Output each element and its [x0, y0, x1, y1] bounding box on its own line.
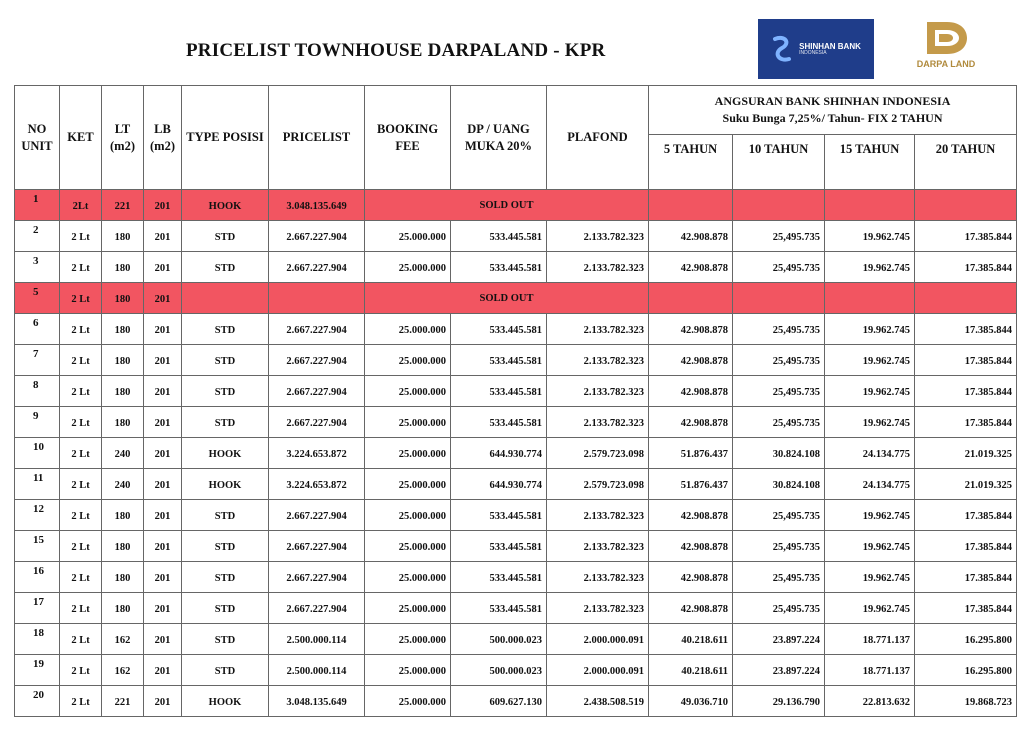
- cell-ket: 2 Lt: [60, 531, 102, 562]
- cell-no-unit: 19: [15, 655, 60, 686]
- cell-type-posisi: HOOK: [182, 686, 269, 717]
- cell-pricelist: [269, 283, 365, 314]
- cell-lt: 180: [102, 562, 144, 593]
- cell-plafond: 2.133.782.323: [547, 314, 649, 345]
- cell-no-unit: 6: [15, 314, 60, 345]
- cell-5-tahun: 51.876.437: [649, 438, 733, 469]
- cell-dp: 644.930.774: [451, 469, 547, 500]
- cell-type-posisi: STD: [182, 562, 269, 593]
- cell-ket: 2 Lt: [60, 407, 102, 438]
- cell-lt: 162: [102, 624, 144, 655]
- cell-type-posisi: STD: [182, 407, 269, 438]
- cell-20-tahun: 16.295.800: [915, 624, 1017, 655]
- cell-10-tahun: 25,495.735: [733, 345, 825, 376]
- cell-15-tahun: 19.962.745: [825, 407, 915, 438]
- table-row: [15, 469, 1017, 500]
- table-row: [15, 531, 1017, 562]
- cell-no-unit: 12: [15, 500, 60, 531]
- cell-10-tahun: 25,495.735: [733, 252, 825, 283]
- cell-no-unit: 17: [15, 593, 60, 624]
- cell-20-tahun: 17.385.844: [915, 562, 1017, 593]
- cell-5-tahun: 42.908.878: [649, 314, 733, 345]
- cell-plafond: 2.133.782.323: [547, 345, 649, 376]
- cell-lb: 201: [144, 593, 182, 624]
- cell-plafond: 2.438.508.519: [547, 686, 649, 717]
- cell-lb: 201: [144, 376, 182, 407]
- cell-5-tahun: 42.908.878: [649, 252, 733, 283]
- cell-5-tahun: 42.908.878: [649, 531, 733, 562]
- cell-20-tahun: 21.019.325: [915, 438, 1017, 469]
- cell-plafond: 2.000.000.091: [547, 655, 649, 686]
- cell-lt: 221: [102, 686, 144, 717]
- cell-plafond: 2.579.723.098: [547, 469, 649, 500]
- cell-plafond: 2.000.000.091: [547, 624, 649, 655]
- cell-15-tahun: 19.962.745: [825, 376, 915, 407]
- cell-20-tahun: 21.019.325: [915, 469, 1017, 500]
- cell-no-unit: 8: [15, 376, 60, 407]
- col-header-type-posisi: TYPE POSISI: [182, 86, 269, 190]
- cell-20-tahun: 17.385.844: [915, 252, 1017, 283]
- cell-lt: 180: [102, 376, 144, 407]
- cell-10-tahun: 25,495.735: [733, 593, 825, 624]
- cell-15-tahun: 24.134.775: [825, 438, 915, 469]
- cell-lt: 180: [102, 221, 144, 252]
- cell-10-tahun: 30.824.108: [733, 469, 825, 500]
- col-header-pricelist: PRICELIST: [269, 86, 365, 190]
- cell-type-posisi: [182, 283, 269, 314]
- cell-booking-fee: 25.000.000: [365, 376, 451, 407]
- cell-lb: 201: [144, 314, 182, 345]
- cell-ket: 2 Lt: [60, 314, 102, 345]
- cell-pricelist: 2.667.227.904: [269, 314, 365, 345]
- cell-pricelist: 2.667.227.904: [269, 345, 365, 376]
- cell-5-tahun: 42.908.878: [649, 407, 733, 438]
- cell-ket: 2 Lt: [60, 655, 102, 686]
- cell-ket: 2 Lt: [60, 252, 102, 283]
- cell-booking-fee: 25.000.000: [365, 500, 451, 531]
- cell-dp: 609.627.130: [451, 686, 547, 717]
- cell-no-unit: 9: [15, 407, 60, 438]
- cell-15-tahun: 18.771.137: [825, 655, 915, 686]
- cell-10-tahun: 25,495.735: [733, 314, 825, 345]
- cell-20-tahun: 17.385.844: [915, 314, 1017, 345]
- cell-lt: 180: [102, 500, 144, 531]
- cell-ket: 2 Lt: [60, 221, 102, 252]
- cell-20-tahun: 17.385.844: [915, 345, 1017, 376]
- cell-type-posisi: STD: [182, 624, 269, 655]
- cell-5-tahun: 42.908.878: [649, 593, 733, 624]
- cell-no-unit: 1: [15, 190, 60, 221]
- cell-empty: [825, 283, 915, 314]
- table-row: [15, 562, 1017, 593]
- cell-no-unit: 16: [15, 562, 60, 593]
- cell-no-unit: 20: [15, 686, 60, 717]
- cell-lb: 201: [144, 624, 182, 655]
- cell-plafond: 2.133.782.323: [547, 531, 649, 562]
- cell-no-unit: 11: [15, 469, 60, 500]
- cell-lb: 201: [144, 407, 182, 438]
- darpaland-logo: [906, 16, 986, 76]
- cell-lb: 201: [144, 500, 182, 531]
- cell-plafond: 2.133.782.323: [547, 221, 649, 252]
- cell-ket: 2 Lt: [60, 376, 102, 407]
- cell-booking-fee: 25.000.000: [365, 624, 451, 655]
- cell-ket: 2 Lt: [60, 593, 102, 624]
- cell-lb: 201: [144, 655, 182, 686]
- angsuran-subtitle: Suku Bunga 7,25%/ Tahun- FIX 2 TAHUN: [722, 111, 943, 125]
- col-header-10-tahun: 10 TAHUN: [733, 135, 825, 190]
- cell-type-posisi: STD: [182, 593, 269, 624]
- cell-empty: [915, 190, 1017, 221]
- col-header-plafond: PLAFOND: [547, 86, 649, 190]
- sold-out-label: SOLD OUT: [365, 190, 649, 221]
- cell-pricelist: 2.667.227.904: [269, 531, 365, 562]
- cell-empty: [733, 283, 825, 314]
- cell-lt: 180: [102, 345, 144, 376]
- cell-plafond: 2.133.782.323: [547, 500, 649, 531]
- col-header-20-tahun: 20 TAHUN: [915, 135, 1017, 190]
- cell-5-tahun: 42.908.878: [649, 562, 733, 593]
- cell-lb: 201: [144, 345, 182, 376]
- cell-no-unit: 5: [15, 283, 60, 314]
- table-row: [15, 345, 1017, 376]
- cell-10-tahun: 25,495.735: [733, 531, 825, 562]
- cell-15-tahun: 22.813.632: [825, 686, 915, 717]
- cell-lb: 201: [144, 531, 182, 562]
- sold-out-label: SOLD OUT: [365, 283, 649, 314]
- cell-10-tahun: 25,495.735: [733, 376, 825, 407]
- table-row: [15, 376, 1017, 407]
- cell-20-tahun: 19.868.723: [915, 686, 1017, 717]
- table-row-sold: [15, 190, 1017, 221]
- darpaland-logo-icon: [921, 18, 971, 58]
- cell-pricelist: 2.667.227.904: [269, 407, 365, 438]
- col-header-angsuran: [649, 86, 1017, 135]
- cell-booking-fee: 25.000.000: [365, 221, 451, 252]
- table-row: [15, 655, 1017, 686]
- col-header-ket: KET: [60, 86, 102, 190]
- cell-10-tahun: 25,495.735: [733, 407, 825, 438]
- cell-15-tahun: 19.962.745: [825, 252, 915, 283]
- table-row: [15, 624, 1017, 655]
- cell-empty: [915, 283, 1017, 314]
- cell-pricelist: 3.224.653.872: [269, 438, 365, 469]
- cell-lt: 240: [102, 438, 144, 469]
- cell-15-tahun: 19.962.745: [825, 345, 915, 376]
- cell-pricelist: 2.667.227.904: [269, 562, 365, 593]
- cell-pricelist: 3.048.135.649: [269, 686, 365, 717]
- cell-5-tahun: 40.218.611: [649, 624, 733, 655]
- cell-dp: 533.445.581: [451, 407, 547, 438]
- cell-dp: 533.445.581: [451, 562, 547, 593]
- cell-20-tahun: 17.385.844: [915, 593, 1017, 624]
- cell-booking-fee: 25.000.000: [365, 593, 451, 624]
- table-row: [15, 438, 1017, 469]
- col-header-booking-fee: BOOKING FEE: [365, 86, 451, 190]
- cell-booking-fee: 25.000.000: [365, 252, 451, 283]
- cell-type-posisi: STD: [182, 655, 269, 686]
- cell-10-tahun: 30.824.108: [733, 438, 825, 469]
- cell-dp: 500.000.023: [451, 624, 547, 655]
- cell-10-tahun: 25,495.735: [733, 562, 825, 593]
- cell-no-unit: 18: [15, 624, 60, 655]
- cell-plafond: 2.133.782.323: [547, 252, 649, 283]
- cell-dp: 533.445.581: [451, 376, 547, 407]
- cell-15-tahun: 19.962.745: [825, 500, 915, 531]
- table-row: [15, 252, 1017, 283]
- col-header-no-unit: NO UNIT: [15, 86, 60, 190]
- cell-15-tahun: 19.962.745: [825, 314, 915, 345]
- cell-15-tahun: 24.134.775: [825, 469, 915, 500]
- cell-dp: 533.445.581: [451, 531, 547, 562]
- cell-15-tahun: 19.962.745: [825, 531, 915, 562]
- col-header-5-tahun: 5 TAHUN: [649, 135, 733, 190]
- cell-pricelist: 2.667.227.904: [269, 500, 365, 531]
- cell-type-posisi: STD: [182, 376, 269, 407]
- table-row: [15, 500, 1017, 531]
- cell-lt: 180: [102, 593, 144, 624]
- cell-lb: 201: [144, 221, 182, 252]
- cell-no-unit: 2: [15, 221, 60, 252]
- cell-type-posisi: STD: [182, 531, 269, 562]
- cell-no-unit: 10: [15, 438, 60, 469]
- bank-logo-subtext: INDONESIA: [799, 49, 827, 56]
- cell-ket: 2 Lt: [60, 624, 102, 655]
- table-row: [15, 407, 1017, 438]
- cell-lb: 201: [144, 686, 182, 717]
- cell-type-posisi: STD: [182, 500, 269, 531]
- cell-dp: 533.445.581: [451, 345, 547, 376]
- cell-20-tahun: 16.295.800: [915, 655, 1017, 686]
- cell-10-tahun: 25,495.735: [733, 221, 825, 252]
- cell-type-posisi: HOOK: [182, 190, 269, 221]
- shinhan-logo-icon: [771, 35, 793, 63]
- cell-plafond: 2.133.782.323: [547, 593, 649, 624]
- cell-booking-fee: 25.000.000: [365, 407, 451, 438]
- cell-lt: 180: [102, 252, 144, 283]
- cell-dp: 533.445.581: [451, 500, 547, 531]
- cell-ket: 2 Lt: [60, 438, 102, 469]
- pricelist-table: [14, 85, 1017, 717]
- cell-booking-fee: 25.000.000: [365, 469, 451, 500]
- cell-plafond: 2.133.782.323: [547, 376, 649, 407]
- cell-10-tahun: 23.897.224: [733, 655, 825, 686]
- cell-20-tahun: 17.385.844: [915, 500, 1017, 531]
- cell-pricelist: 3.048.135.649: [269, 190, 365, 221]
- cell-20-tahun: 17.385.844: [915, 407, 1017, 438]
- cell-15-tahun: 19.962.745: [825, 562, 915, 593]
- cell-5-tahun: 42.908.878: [649, 345, 733, 376]
- cell-lb: 201: [144, 562, 182, 593]
- cell-plafond: 2.579.723.098: [547, 438, 649, 469]
- cell-empty: [649, 283, 733, 314]
- cell-pricelist: 2.500.000.114: [269, 624, 365, 655]
- cell-booking-fee: 25.000.000: [365, 531, 451, 562]
- cell-empty: [649, 190, 733, 221]
- shinhan-bank-logo: [758, 19, 874, 79]
- bank-logo-text: SHINHAN BANK: [799, 41, 861, 51]
- cell-lt: 180: [102, 531, 144, 562]
- cell-booking-fee: 25.000.000: [365, 345, 451, 376]
- cell-type-posisi: STD: [182, 314, 269, 345]
- cell-pricelist: 2.667.227.904: [269, 376, 365, 407]
- cell-type-posisi: STD: [182, 252, 269, 283]
- cell-ket: 2 Lt: [60, 469, 102, 500]
- cell-plafond: 2.133.782.323: [547, 407, 649, 438]
- cell-10-tahun: 23.897.224: [733, 624, 825, 655]
- col-header-lb: LB (m2): [144, 86, 182, 190]
- cell-5-tahun: 42.908.878: [649, 500, 733, 531]
- cell-20-tahun: 17.385.844: [915, 376, 1017, 407]
- page-title: PRICELIST TOWNHOUSE DARPALAND - KPR: [186, 40, 606, 61]
- cell-no-unit: 3: [15, 252, 60, 283]
- cell-dp: 644.930.774: [451, 438, 547, 469]
- cell-20-tahun: 17.385.844: [915, 531, 1017, 562]
- cell-20-tahun: 17.385.844: [915, 221, 1017, 252]
- table-row: [15, 686, 1017, 717]
- cell-lb: 201: [144, 252, 182, 283]
- cell-empty: [733, 190, 825, 221]
- cell-lt: 180: [102, 314, 144, 345]
- cell-dp: 533.445.581: [451, 593, 547, 624]
- cell-type-posisi: HOOK: [182, 469, 269, 500]
- cell-booking-fee: 25.000.000: [365, 686, 451, 717]
- table-row-sold: [15, 283, 1017, 314]
- cell-ket: 2 Lt: [60, 686, 102, 717]
- cell-ket: 2 Lt: [60, 500, 102, 531]
- cell-booking-fee: 25.000.000: [365, 655, 451, 686]
- cell-dp: 533.445.581: [451, 221, 547, 252]
- cell-pricelist: 2.500.000.114: [269, 655, 365, 686]
- cell-lt: 240: [102, 469, 144, 500]
- darpaland-logo-text: DARPA LAND: [916, 59, 976, 69]
- col-header-15-tahun: 15 TAHUN: [825, 135, 915, 190]
- col-header-dp: DP / UANG MUKA 20%: [451, 86, 547, 190]
- cell-15-tahun: 19.962.745: [825, 221, 915, 252]
- cell-10-tahun: 29.136.790: [733, 686, 825, 717]
- cell-15-tahun: 18.771.137: [825, 624, 915, 655]
- cell-booking-fee: 25.000.000: [365, 562, 451, 593]
- cell-lt: 180: [102, 283, 144, 314]
- cell-lt: 162: [102, 655, 144, 686]
- cell-lt: 221: [102, 190, 144, 221]
- cell-5-tahun: 42.908.878: [649, 376, 733, 407]
- cell-pricelist: 3.224.653.872: [269, 469, 365, 500]
- cell-plafond: 2.133.782.323: [547, 562, 649, 593]
- cell-type-posisi: STD: [182, 221, 269, 252]
- cell-lb: 201: [144, 190, 182, 221]
- cell-type-posisi: HOOK: [182, 438, 269, 469]
- cell-no-unit: 7: [15, 345, 60, 376]
- cell-10-tahun: 25,495.735: [733, 500, 825, 531]
- cell-no-unit: 15: [15, 531, 60, 562]
- cell-lb: 201: [144, 283, 182, 314]
- cell-ket: 2 Lt: [60, 562, 102, 593]
- cell-dp: 533.445.581: [451, 252, 547, 283]
- cell-15-tahun: 19.962.745: [825, 593, 915, 624]
- cell-5-tahun: 49.036.710: [649, 686, 733, 717]
- cell-pricelist: 2.667.227.904: [269, 252, 365, 283]
- table-row: [15, 314, 1017, 345]
- cell-pricelist: 2.667.227.904: [269, 593, 365, 624]
- col-header-lt: LT (m2): [102, 86, 144, 190]
- cell-dp: 533.445.581: [451, 314, 547, 345]
- cell-ket: 2Lt: [60, 190, 102, 221]
- cell-lb: 201: [144, 438, 182, 469]
- table-row: [15, 221, 1017, 252]
- cell-lt: 180: [102, 407, 144, 438]
- cell-pricelist: 2.667.227.904: [269, 221, 365, 252]
- cell-booking-fee: 25.000.000: [365, 314, 451, 345]
- cell-5-tahun: 42.908.878: [649, 221, 733, 252]
- cell-empty: [825, 190, 915, 221]
- table-row: [15, 593, 1017, 624]
- angsuran-title: ANGSURAN BANK SHINHAN INDONESIA: [714, 94, 951, 109]
- cell-ket: 2 Lt: [60, 345, 102, 376]
- cell-booking-fee: 25.000.000: [365, 438, 451, 469]
- cell-dp: 500.000.023: [451, 655, 547, 686]
- cell-5-tahun: 51.876.437: [649, 469, 733, 500]
- cell-5-tahun: 40.218.611: [649, 655, 733, 686]
- cell-type-posisi: STD: [182, 345, 269, 376]
- cell-lb: 201: [144, 469, 182, 500]
- cell-ket: 2 Lt: [60, 283, 102, 314]
